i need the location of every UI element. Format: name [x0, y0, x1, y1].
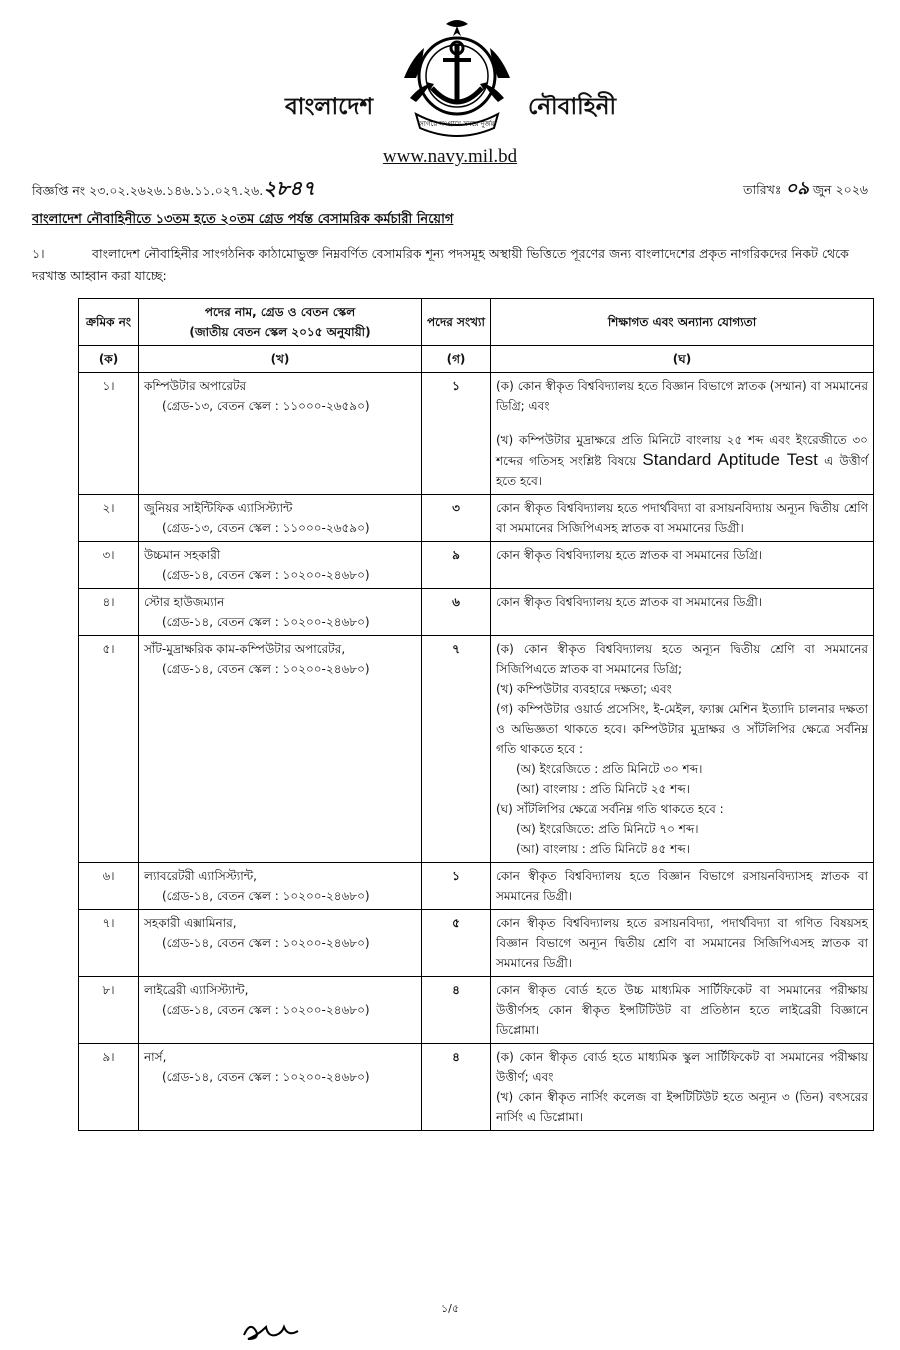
handwritten-initials	[240, 1317, 310, 1343]
letterhead	[0, 18, 900, 167]
post-name: সহকারী এক্সামিনার,	[144, 916, 237, 930]
table-row	[79, 910, 874, 977]
qualification-line	[496, 430, 868, 491]
vacancy-table	[78, 298, 874, 1131]
table-label-row	[79, 346, 874, 373]
row-post	[139, 589, 422, 636]
table-row	[79, 542, 874, 589]
qualification-line: (আ) বাংলায় : প্রতি মিনিটে ২৫ শব্দ।	[516, 782, 690, 796]
row-serial: ৯।	[79, 1044, 139, 1131]
qualification-line: (গ) কম্পিউটার ওয়ার্ড প্রসেসিং, ই-মেইল, ফ্যাক্স মেশিন ইত্যাদি চালনার দক্ষতা ও অভিজ্ঞতা থাকতে হবে। কম্পিউটার মুদ্রাক্ষর ও সাঁটলিপির ক্ষেত্রে সর্বনিম্ন গতি থাকতে হবে :	[496, 702, 868, 756]
qualification-test-name: Standard Aptitude Test	[642, 450, 818, 469]
post-grade: (গ্রেড-১৪, বেতন স্কেল : ১০২০০-২৪৬৮০)	[162, 568, 370, 582]
qualification-line: (অ) ইংরেজিতে: প্রতি মিনিটে ৭০ শব্দ।	[516, 822, 699, 836]
notice-reference	[32, 174, 315, 207]
row-qualification	[491, 373, 874, 495]
table-row	[79, 589, 874, 636]
label-ka: (ক)	[79, 346, 139, 373]
row-post	[139, 1044, 422, 1131]
post-grade: (গ্রেড-১৩, বেতন স্কেল : ১১০০০-২৬৫৯০)	[162, 399, 370, 413]
row-count: ৭	[422, 636, 491, 863]
row-count: ৫	[422, 910, 491, 977]
post-name: নার্স,	[144, 1050, 167, 1064]
row-serial: ২।	[79, 495, 139, 542]
post-grade: (গ্রেড-১৪, বেতন স্কেল : ১০২০০-২৪৬৮০)	[162, 662, 370, 676]
row-count: ৩	[422, 495, 491, 542]
row-serial: ৫।	[79, 636, 139, 863]
row-serial: ৭।	[79, 910, 139, 977]
post-name: ল্যাবরেটরী এ্যাসিস্ট্যান্ট,	[144, 869, 257, 883]
row-serial: ৮।	[79, 977, 139, 1044]
row-count: ৪	[422, 1044, 491, 1131]
row-qualification: কোন স্বীকৃত বিশ্ববিদ্যালয় হতে বিজ্ঞান বিভাগে রসায়নবিদ্যাসহ স্নাতক বা সমমানের ডিগ্রী।	[491, 863, 874, 910]
website-link[interactable]: www.navy.mil.bd	[382, 146, 518, 167]
qualification-line: (ঘ) সাঁটলিপির ক্ষেত্রে সর্বনিম্ন গতি থাকতে হবে :	[496, 802, 724, 816]
paragraph-number: ১।	[32, 246, 45, 261]
date-label: তারিখঃ	[743, 182, 782, 197]
row-post	[139, 542, 422, 589]
header-serial: ক্রমিক নং	[79, 299, 139, 346]
notice-date	[743, 174, 868, 205]
post-grade: (গ্রেড-১৪, বেতন স্কেল : ১০২০০-২৪৬৮০)	[162, 889, 370, 903]
qualification-line: (ক) কোন স্বীকৃত বিশ্ববিদ্যালয় হতে অন্যূন দ্বিতীয় শ্রেণি বা সমমানের সিজিপিএতে স্নাতক বা সমমানের ডিগ্রি;	[496, 642, 868, 676]
row-post	[139, 373, 422, 495]
post-grade: (গ্রেড-১৩, বেতন স্কেল : ১১০০০-২৬৫৯০)	[162, 521, 370, 535]
header-post-subtitle: (জাতীয় বেতন স্কেল ২০১৫ অনুযায়ী)	[189, 325, 371, 339]
post-name: সাঁট-মুদ্রাক্ষরিক কাম-কম্পিউটার অপারেটর,	[144, 642, 346, 656]
notice-subject: বাংলাদেশ নৌবাহিনীতে ১৩তম হতে ২০তম গ্রেড পর্যন্ত বেসামরিক কর্মচারী নিয়োগ	[32, 212, 454, 227]
table-row	[79, 863, 874, 910]
qualification-line: (ক) কোন স্বীকৃত বোর্ড হতে মাধ্যমিক স্কুল সার্টিফিকেট বা সমমানের পরীক্ষায় উত্তীর্ণ; এবং	[496, 1050, 868, 1084]
label-gha: (ঘ)	[491, 346, 874, 373]
table-row	[79, 636, 874, 863]
header-qualification: শিক্ষাগত এবং অন্যান্য যোগ্যতা	[491, 299, 874, 346]
notice-number-handwritten: ২৮৪৭	[263, 178, 316, 200]
page-number: ১/৫	[441, 1302, 459, 1315]
label-kha: (খ)	[139, 346, 422, 373]
row-post	[139, 863, 422, 910]
post-grade: (গ্রেড-১৪, বেতন স্কেল : ১০২০০-২৪৬৮০)	[162, 615, 370, 629]
qualification-line: (খ) কোন স্বীকৃত নার্সিং কলেজ বা ইন্সটিটিউট হতে অন্যূন ৩ (তিন) বৎসরের নার্সিং এ ডিপ্লোমা।	[496, 1090, 868, 1124]
post-grade: (গ্রেড-১৪, বেতন স্কেল : ১০২০০-২৪৬৮০)	[162, 1070, 370, 1084]
row-serial: ৬।	[79, 863, 139, 910]
header-count: পদের সংখ্যা	[422, 299, 491, 346]
qualification-line: (ক) কোন স্বীকৃত বিশ্ববিদ্যালয় হতে বিজ্ঞান বিভাগে স্নাতক (সম্মান) বা সমমানের ডিগ্রি; এবং	[496, 379, 868, 413]
post-name: স্টোর হাউজম্যান	[144, 595, 225, 609]
date-day: ০৯	[785, 178, 809, 198]
row-count: ১	[422, 863, 491, 910]
row-count: ৬	[422, 589, 491, 636]
table-row	[79, 495, 874, 542]
org-name-left: বাংলাদেশ	[285, 94, 374, 120]
row-post	[139, 910, 422, 977]
logo-motto: সাগরে সংগ্রামে সমরে দুর্জয়	[419, 120, 495, 128]
row-qualification	[491, 636, 874, 863]
table-row	[79, 1044, 874, 1131]
row-serial: ১।	[79, 373, 139, 495]
table-row	[79, 977, 874, 1044]
row-count: ১	[422, 373, 491, 495]
row-qualification: কোন স্বীকৃত বিশ্ববিদ্যালয় হতে স্নাতক বা সমমানের ডিগ্রী।	[491, 589, 874, 636]
row-post	[139, 977, 422, 1044]
qualification-text: (খ) কম্পিউটার মুদ্রাক্ষরে প্রতি মিনিটে বাংলায় ২৫ শব্দ এবং ইংরেজীতে ৩০ শব্দের গতিসহ সংশ্লিষ্ট বিষয়ে	[496, 433, 868, 468]
row-count: ৪	[422, 977, 491, 1044]
paragraph-text: বাংলাদেশ নৌবাহিনীর সাংগঠনিক কাঠামোভুক্ত নিম্নবর্ণিত বেসামরিক শূন্য পদসমূহ অস্থায়ী ভিত্তিতে পূরণের জন্য বাংলাদেশের প্রকৃত নাগরিকদের নিকট থেকে দরখাস্ত আহ্বান করা যাচ্ছে:	[32, 246, 849, 283]
post-name: উচ্চমান সহকারী	[144, 548, 221, 562]
row-count: ৯	[422, 542, 491, 589]
post-name: লাইব্রেরী এ্যাসিস্ট্যান্ট,	[144, 983, 249, 997]
post-name: কম্পিউটার অপারেটর	[144, 379, 247, 393]
notice-number-label: বিজ্ঞপ্তি নং ২৩.০২.২৬২৬.১৪৬.১১.০২৭.২৬.	[32, 183, 264, 198]
row-post	[139, 636, 422, 863]
intro-paragraph	[32, 243, 870, 287]
row-post	[139, 495, 422, 542]
row-serial: ৩।	[79, 542, 139, 589]
row-serial: ৪।	[79, 589, 139, 636]
header-post	[139, 299, 422, 346]
row-qualification: কোন স্বীকৃত বিশ্ববিদ্যালয় হতে পদার্থবিদ্যা বা রসায়নবিদ্যায় অন্যূন দ্বিতীয় শ্রেণি বা সমমানের সিজিপিএসহ স্নাতক বা সমমানের ডিগ্রী।	[491, 495, 874, 542]
post-name: জুনিয়র সাইন্টিফিক এ্যাসিস্ট্যান্ট	[144, 501, 293, 515]
qualification-line: (খ) কম্পিউটার ব্যবহারে দক্ষতা; এবং	[496, 682, 672, 696]
post-grade: (গ্রেড-১৪, বেতন স্কেল : ১০২০০-২৪৬৮০)	[162, 936, 370, 950]
table-row	[79, 373, 874, 495]
label-ga: (গ)	[422, 346, 491, 373]
qualification-line: (অ) ইংরেজিতে : প্রতি মিনিটে ৩০ শব্দ।	[516, 762, 703, 776]
row-qualification: কোন স্বীকৃত বিশ্ববিদ্যালয় হতে রসায়নবিদ্যা, পদার্থবিদ্যা বা গণিত বিষয়সহ বিজ্ঞান বিভাগে অন্যূন দ্বিতীয় শ্রেণি বা সমমানের সিজিপিএসহ স্নাতক বা সমমানের ডিগ্রী।	[491, 910, 874, 977]
row-qualification: কোন স্বীকৃত বোর্ড হতে উচ্চ মাধ্যমিক সার্টিফিকেট বা সমমানের পরীক্ষায় উত্তীর্ণসহ কোন স্বীকৃত ইন্সটিটিউট বা প্রতিষ্ঠান হতে লাইব্রেরী বিজ্ঞানে ডিপ্লোমা।	[491, 977, 874, 1044]
row-qualification: কোন স্বীকৃত বিশ্ববিদ্যালয় হতে স্নাতক বা সমমানের ডিগ্রি।	[491, 542, 874, 589]
org-name-right: নৌবাহিনী	[528, 94, 617, 120]
navy-emblem-logo	[396, 18, 518, 142]
qualification-line: (আ) বাংলায় : প্রতি মিনিটে ৪৫ শব্দ।	[516, 842, 690, 856]
post-grade: (গ্রেড-১৪, বেতন স্কেল : ১০২০০-২৪৬৮০)	[162, 1003, 370, 1017]
qualification-text: এ উত্তীর্ণ হতে হবে।	[496, 454, 868, 488]
date-month-year: জুন ২০২৬	[812, 182, 868, 197]
header-post-title: পদের নাম, গ্রেড ও বেতন স্কেল	[204, 305, 356, 319]
row-qualification	[491, 1044, 874, 1131]
table-header-row	[79, 299, 874, 346]
